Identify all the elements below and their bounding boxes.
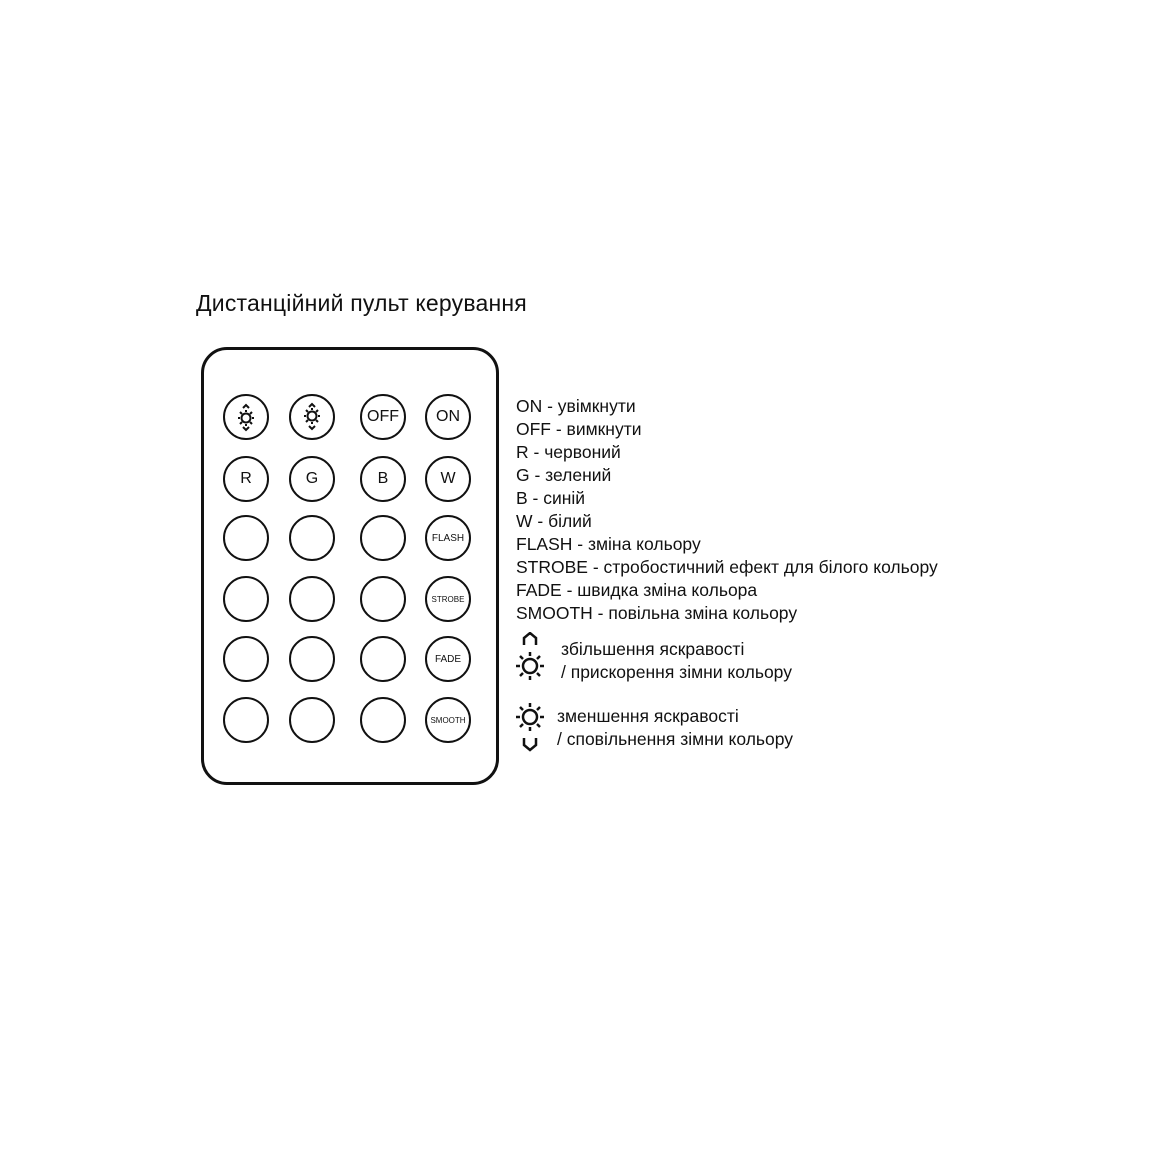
legend-item-w: W - білий — [516, 511, 592, 531]
smooth-button[interactable] — [425, 697, 471, 743]
blank-button[interactable] — [223, 576, 269, 622]
blank-button[interactable] — [223, 636, 269, 682]
off-button[interactable] — [360, 394, 406, 440]
blank-button[interactable] — [289, 636, 335, 682]
brightness-down-button[interactable] — [289, 394, 335, 440]
button-label: W — [440, 470, 456, 487]
brightness-up-text-1: збільшення яскравості — [561, 639, 745, 659]
button-label: G — [305, 470, 319, 487]
legend — [516, 395, 938, 625]
button-label: STROBE — [431, 594, 465, 604]
legend-item-on: ON - увімкнути — [516, 396, 636, 416]
blank-button[interactable] — [360, 697, 406, 743]
legend-item-g: G - зелений — [516, 465, 612, 485]
legend-item-b: B - синій — [516, 488, 586, 508]
brightness-down-text-1: зменшення яскравості — [557, 706, 739, 726]
r-button[interactable] — [223, 456, 269, 502]
button-label: ON — [436, 408, 460, 425]
button-label: OFF — [367, 408, 399, 425]
legend-item-strobe: STROBE - стробостичний ефект для білого кольору — [516, 557, 938, 577]
fade-button[interactable] — [425, 636, 471, 682]
button-label: R — [240, 470, 252, 487]
flash-button[interactable] — [425, 515, 471, 561]
page-title: Дистанційний пульт керування — [196, 290, 527, 316]
brightness-down-icon — [297, 402, 327, 432]
brightness-up-text-2: / прискорення зімни кольору — [561, 662, 792, 682]
w-button[interactable] — [425, 456, 471, 502]
blank-button[interactable] — [223, 697, 269, 743]
button-label: FLASH — [431, 532, 465, 544]
on-button[interactable] — [425, 394, 471, 440]
legend-item-flash: FLASH - зміна кольору — [516, 534, 701, 554]
blank-button[interactable] — [360, 576, 406, 622]
blank-button[interactable] — [289, 515, 335, 561]
g-button[interactable] — [289, 456, 335, 502]
strobe-button[interactable] — [425, 576, 471, 622]
brightness-down-text-2: / сповільнення зімни кольору — [557, 729, 794, 749]
blank-button[interactable] — [360, 636, 406, 682]
legend-item-r: R - червоний — [516, 442, 621, 462]
button-label: SMOOTH — [430, 715, 466, 725]
blank-button[interactable] — [360, 515, 406, 561]
brightness-up-button[interactable] — [223, 394, 269, 440]
blank-button[interactable] — [289, 697, 335, 743]
legend-item-fade: FADE - швидка зміна кольора — [516, 580, 758, 600]
button-label: FADE — [434, 653, 462, 665]
blank-button[interactable] — [289, 576, 335, 622]
button-label: B — [377, 470, 389, 487]
brightness-up-icon — [510, 632, 550, 693]
brightness-down-icon — [510, 700, 550, 761]
brightness-up-icon — [231, 402, 261, 432]
blank-button[interactable] — [223, 515, 269, 561]
b-button[interactable] — [360, 456, 406, 502]
legend-item-smooth: SMOOTH - повільна зміна кольору — [516, 603, 798, 623]
legend-item-off: OFF - вимкнути — [516, 419, 642, 439]
